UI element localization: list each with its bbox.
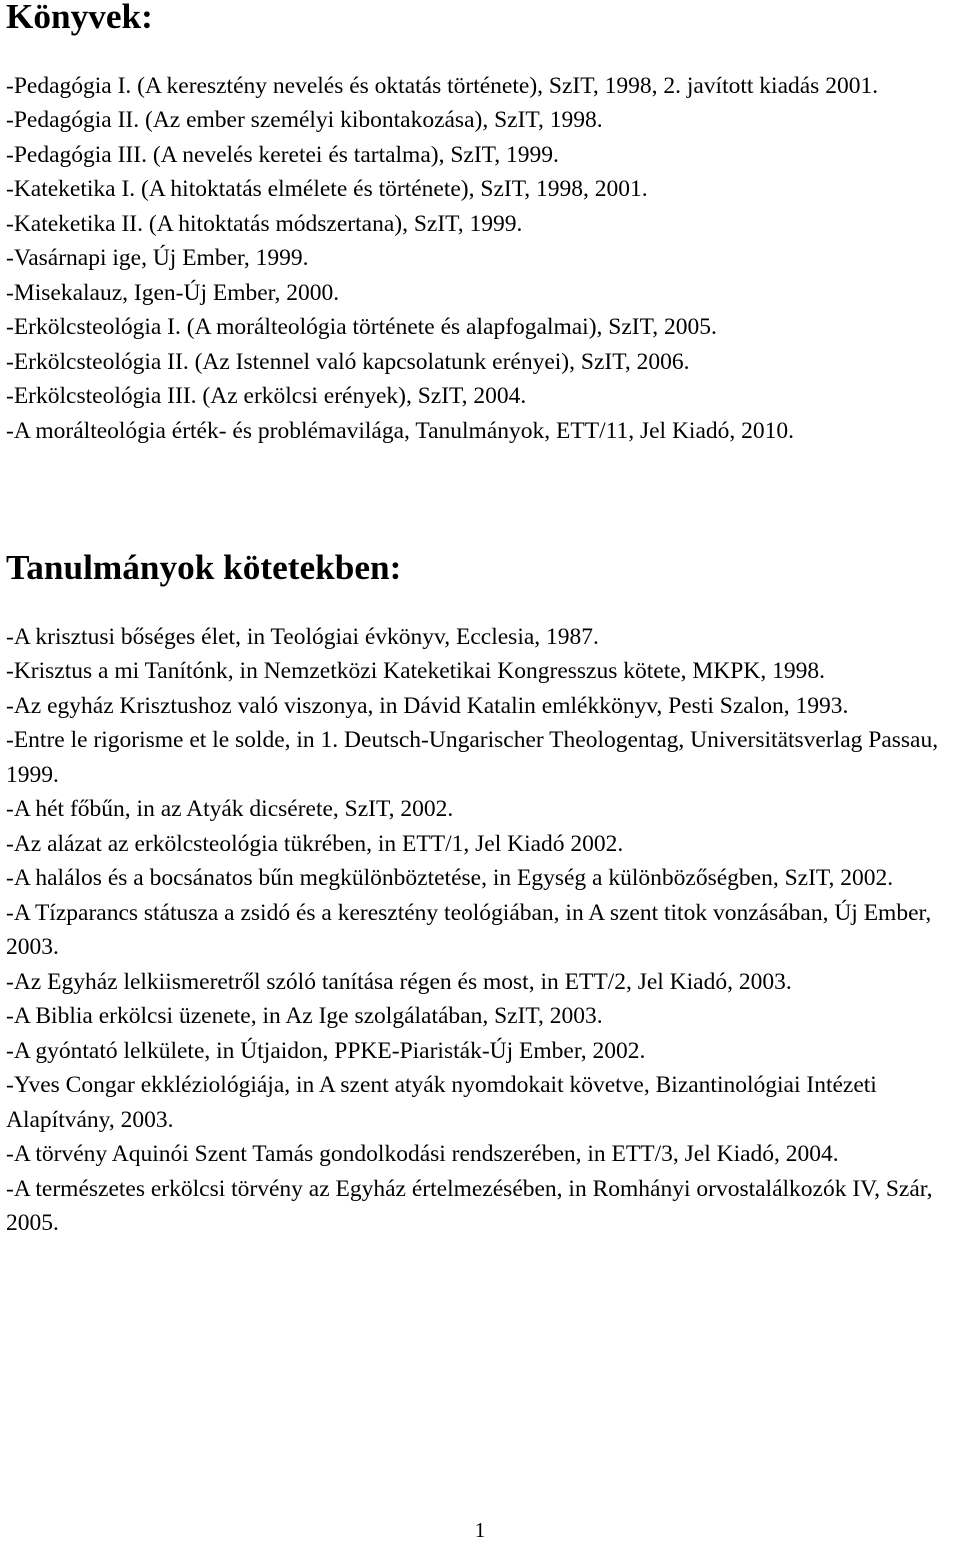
study-item: -A hét főbűn, in az Atyák dicsérete, SzIT, 2002. xyxy=(6,796,454,822)
study-item: -Krisztus a mi Tanítónk, in Nemzetközi Kateketikai Kongresszus kötete, MKPK, 1998. xyxy=(6,658,825,684)
book-item: -Pedagógia II. (Az ember személyi kibontakozása), SzIT, 1998. xyxy=(6,107,603,133)
book-item: -Erkölcsteológia II. (Az Istennel való kapcsolatunk erényei), SzIT, 2006. xyxy=(6,348,690,375)
study-item: -Az Egyház lelkiismeretről szóló tanítása régen és most, in ETT/2, Jel Kiadó, 2003. xyxy=(6,968,792,995)
studies-list xyxy=(6,620,946,1241)
book-item: -Kateketika II. (A hitoktatás módszertana), SzIT, 1999. xyxy=(6,210,523,237)
study-item: -A törvény Aquinói Szent Tamás gondolkodási rendszerében, in ETT/3, Jel Kiadó, 2004. xyxy=(6,1141,839,1167)
study-item: -A krisztusi bőséges élet, in Teológiai évkönyv, Ecclesia, 1987. xyxy=(6,623,599,650)
book-item: -A morálteológia érték- és problémavilága, Tanulmányok, ETT/11, Jel Kiadó, 2010. xyxy=(6,417,795,444)
book-item: -Kateketika I. (A hitoktatás elmélete és története), SzIT, 1998, 2001. xyxy=(6,176,648,202)
book-item: -Erkölcsteológia I. (A morálteológia története és alapfogalmai), SzIT, 2005. xyxy=(6,314,717,340)
books-heading: Könyvek: xyxy=(6,0,153,36)
study-item: -Az alázat az erkölcsteológia tükrében, in ETT/1, Jel Kiadó 2002. xyxy=(6,830,624,857)
study-item: -A természetes erkölcsi törvény az Egyház értelmezésében, in Romhányi orvostalálkozók IV, Szár, 2005. xyxy=(6,1175,933,1236)
studies-heading: Tanulmányok kötetekben: xyxy=(6,548,402,587)
study-item: -A Tízparancs státusza a zsidó és a keresztény teológiában, in A szent titok vonzásában, Új Ember, 2003. xyxy=(6,899,932,960)
book-item: -Vasárnapi ige, Új Ember, 1999. xyxy=(6,245,309,271)
book-item: -Pedagógia I. (A keresztény nevelés és oktatás története), SzIT, 1998, 2. javított kiadás 2001. xyxy=(6,72,879,99)
study-item: -A halálos és a bocsánatos bűn megkülönböztetése, in Egység a különbözőségben, SzIT, 2002. xyxy=(6,865,894,891)
document-page xyxy=(6,0,946,1241)
study-item: -A gyóntató lelkülete, in Útjaidon, PPKE-Piaristák-Új Ember, 2002. xyxy=(6,1037,646,1064)
study-item: -Yves Congar ekkléziológiája, in A szent atyák nyomdokait követve, Bizantinológiai Intézeti Alapítvány, 2003. xyxy=(6,1072,877,1133)
book-item: -Misekalauz, Igen-Új Ember, 2000. xyxy=(6,279,340,306)
book-item: -Pedagógia III. (A nevelés keretei és tartalma), SzIT, 1999. xyxy=(6,141,559,168)
book-item: -Erkölcsteológia III. (Az erkölcsi erények), SzIT, 2004. xyxy=(6,383,527,409)
page-number: 1 xyxy=(474,1518,486,1542)
study-item: -Entre le rigorisme et le solde, in 1. Deutsch-Ungarischer Theologentag, Universitätsverlag Passau, 1999. xyxy=(6,727,939,788)
books-list xyxy=(6,69,946,449)
study-item: -Az egyház Krisztushoz való viszonya, in Dávid Katalin emlékkönyv, Pesti Szalon, 1993. xyxy=(6,692,849,719)
study-item: -A Biblia erkölcsi üzenete, in Az Ige szolgálatában, SzIT, 2003. xyxy=(6,1003,603,1029)
